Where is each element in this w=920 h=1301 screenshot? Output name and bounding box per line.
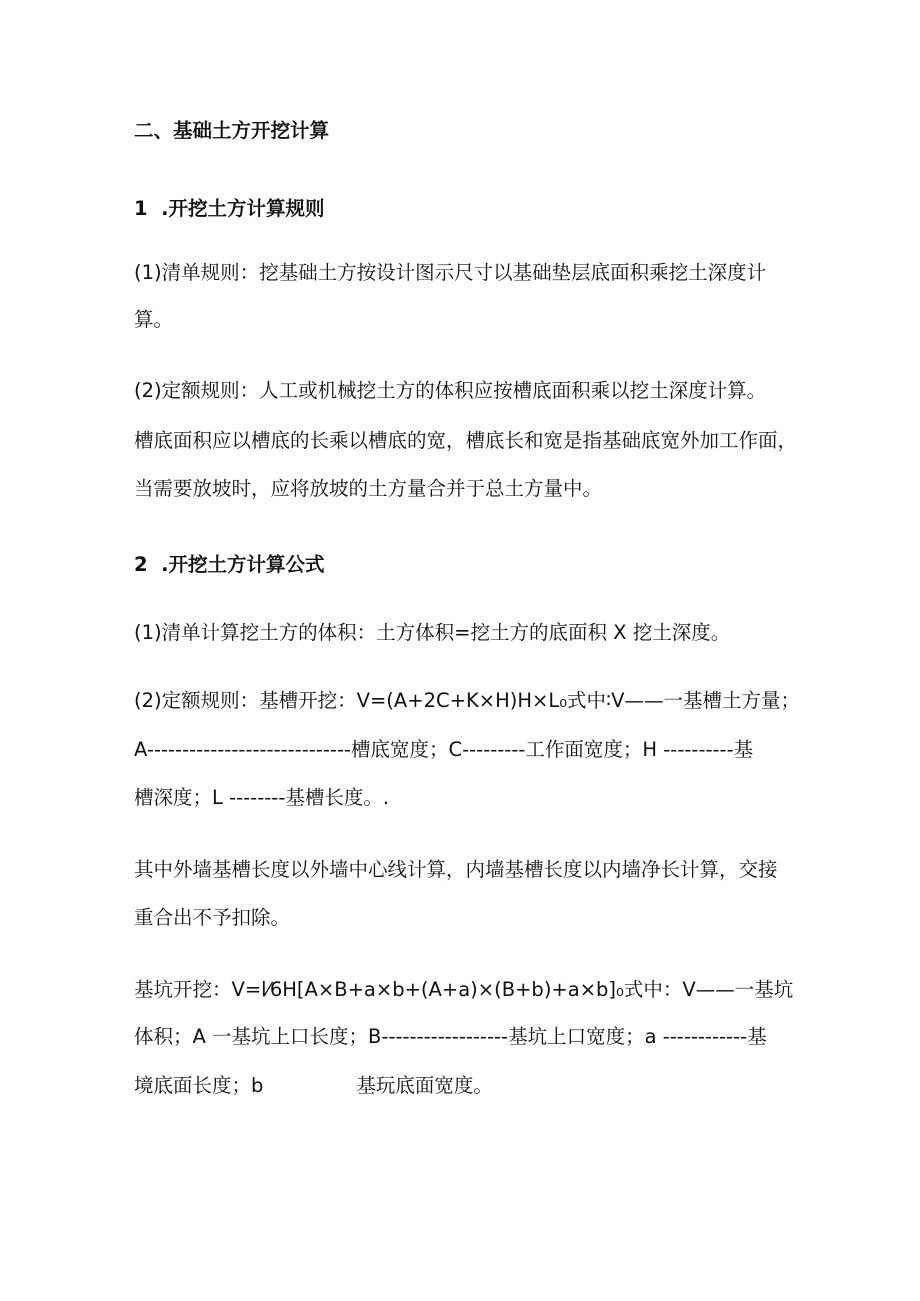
- pit-formula-line3: 境底面长度；b 基玩底面宽度。: [134, 1074, 493, 1097]
- rule2-line3: 当需要放坡时，应将放坡的土方量合并于总土方量中。: [134, 477, 603, 500]
- paragraph-line1: 其中外墙基槽长度以外墙中心线计算，内墙基槽长度以内墙净长计算，交接: [134, 858, 778, 881]
- formula1: (1)清单计算挖土方的体积：土方体积=挖土方的底面积 X 挖土深度。: [134, 621, 731, 644]
- subsection-title-rules: 1 .开挖土方计算规则: [134, 197, 325, 220]
- formula2-line1: (2)定额规则：基槽开挖：V=(A+2C+K×H)H×L₀式中∶V——一基槽土方量；: [134, 689, 800, 712]
- rule1-line1: (1)清单规则：挖基础土方按设计图示尺寸以基础垫层底面积乘挖土深度计: [134, 261, 767, 284]
- paragraph-line2: 重合出不予扣除。: [134, 906, 291, 929]
- pit-formula-line1: 基坑开挖：V=l⁄6H[A×B+a×b+(A+a)×(B+b)+a×b]₀式中：V——一基坑: [134, 978, 794, 1001]
- rule2-line1: (2)定额规则：人工或机械挖土方的体积应按槽底面积乘以挖土深度计算。: [134, 379, 767, 402]
- formula2-line2: A-----------------------------槽底宽度；C---------工作面宽度；H ----------基: [134, 738, 754, 761]
- rule2-line2: 槽底面积应以槽底的长乘以槽底的宽，槽底长和宽是指基础底宽外加工作面，: [134, 429, 798, 452]
- subsection-title-formulas: 2 .开挖土方计算公式: [134, 553, 325, 576]
- rule1-line2: 算。: [134, 308, 174, 331]
- section-title: 二、基础土方开挖计算: [134, 119, 330, 142]
- formula2-line3: 槽深度；L --------基槽长度。.: [134, 786, 390, 809]
- pit-formula-line2: 体积；A 一基坑上口长度；B------------------基坑上口宽度；a ------------基: [134, 1025, 767, 1048]
